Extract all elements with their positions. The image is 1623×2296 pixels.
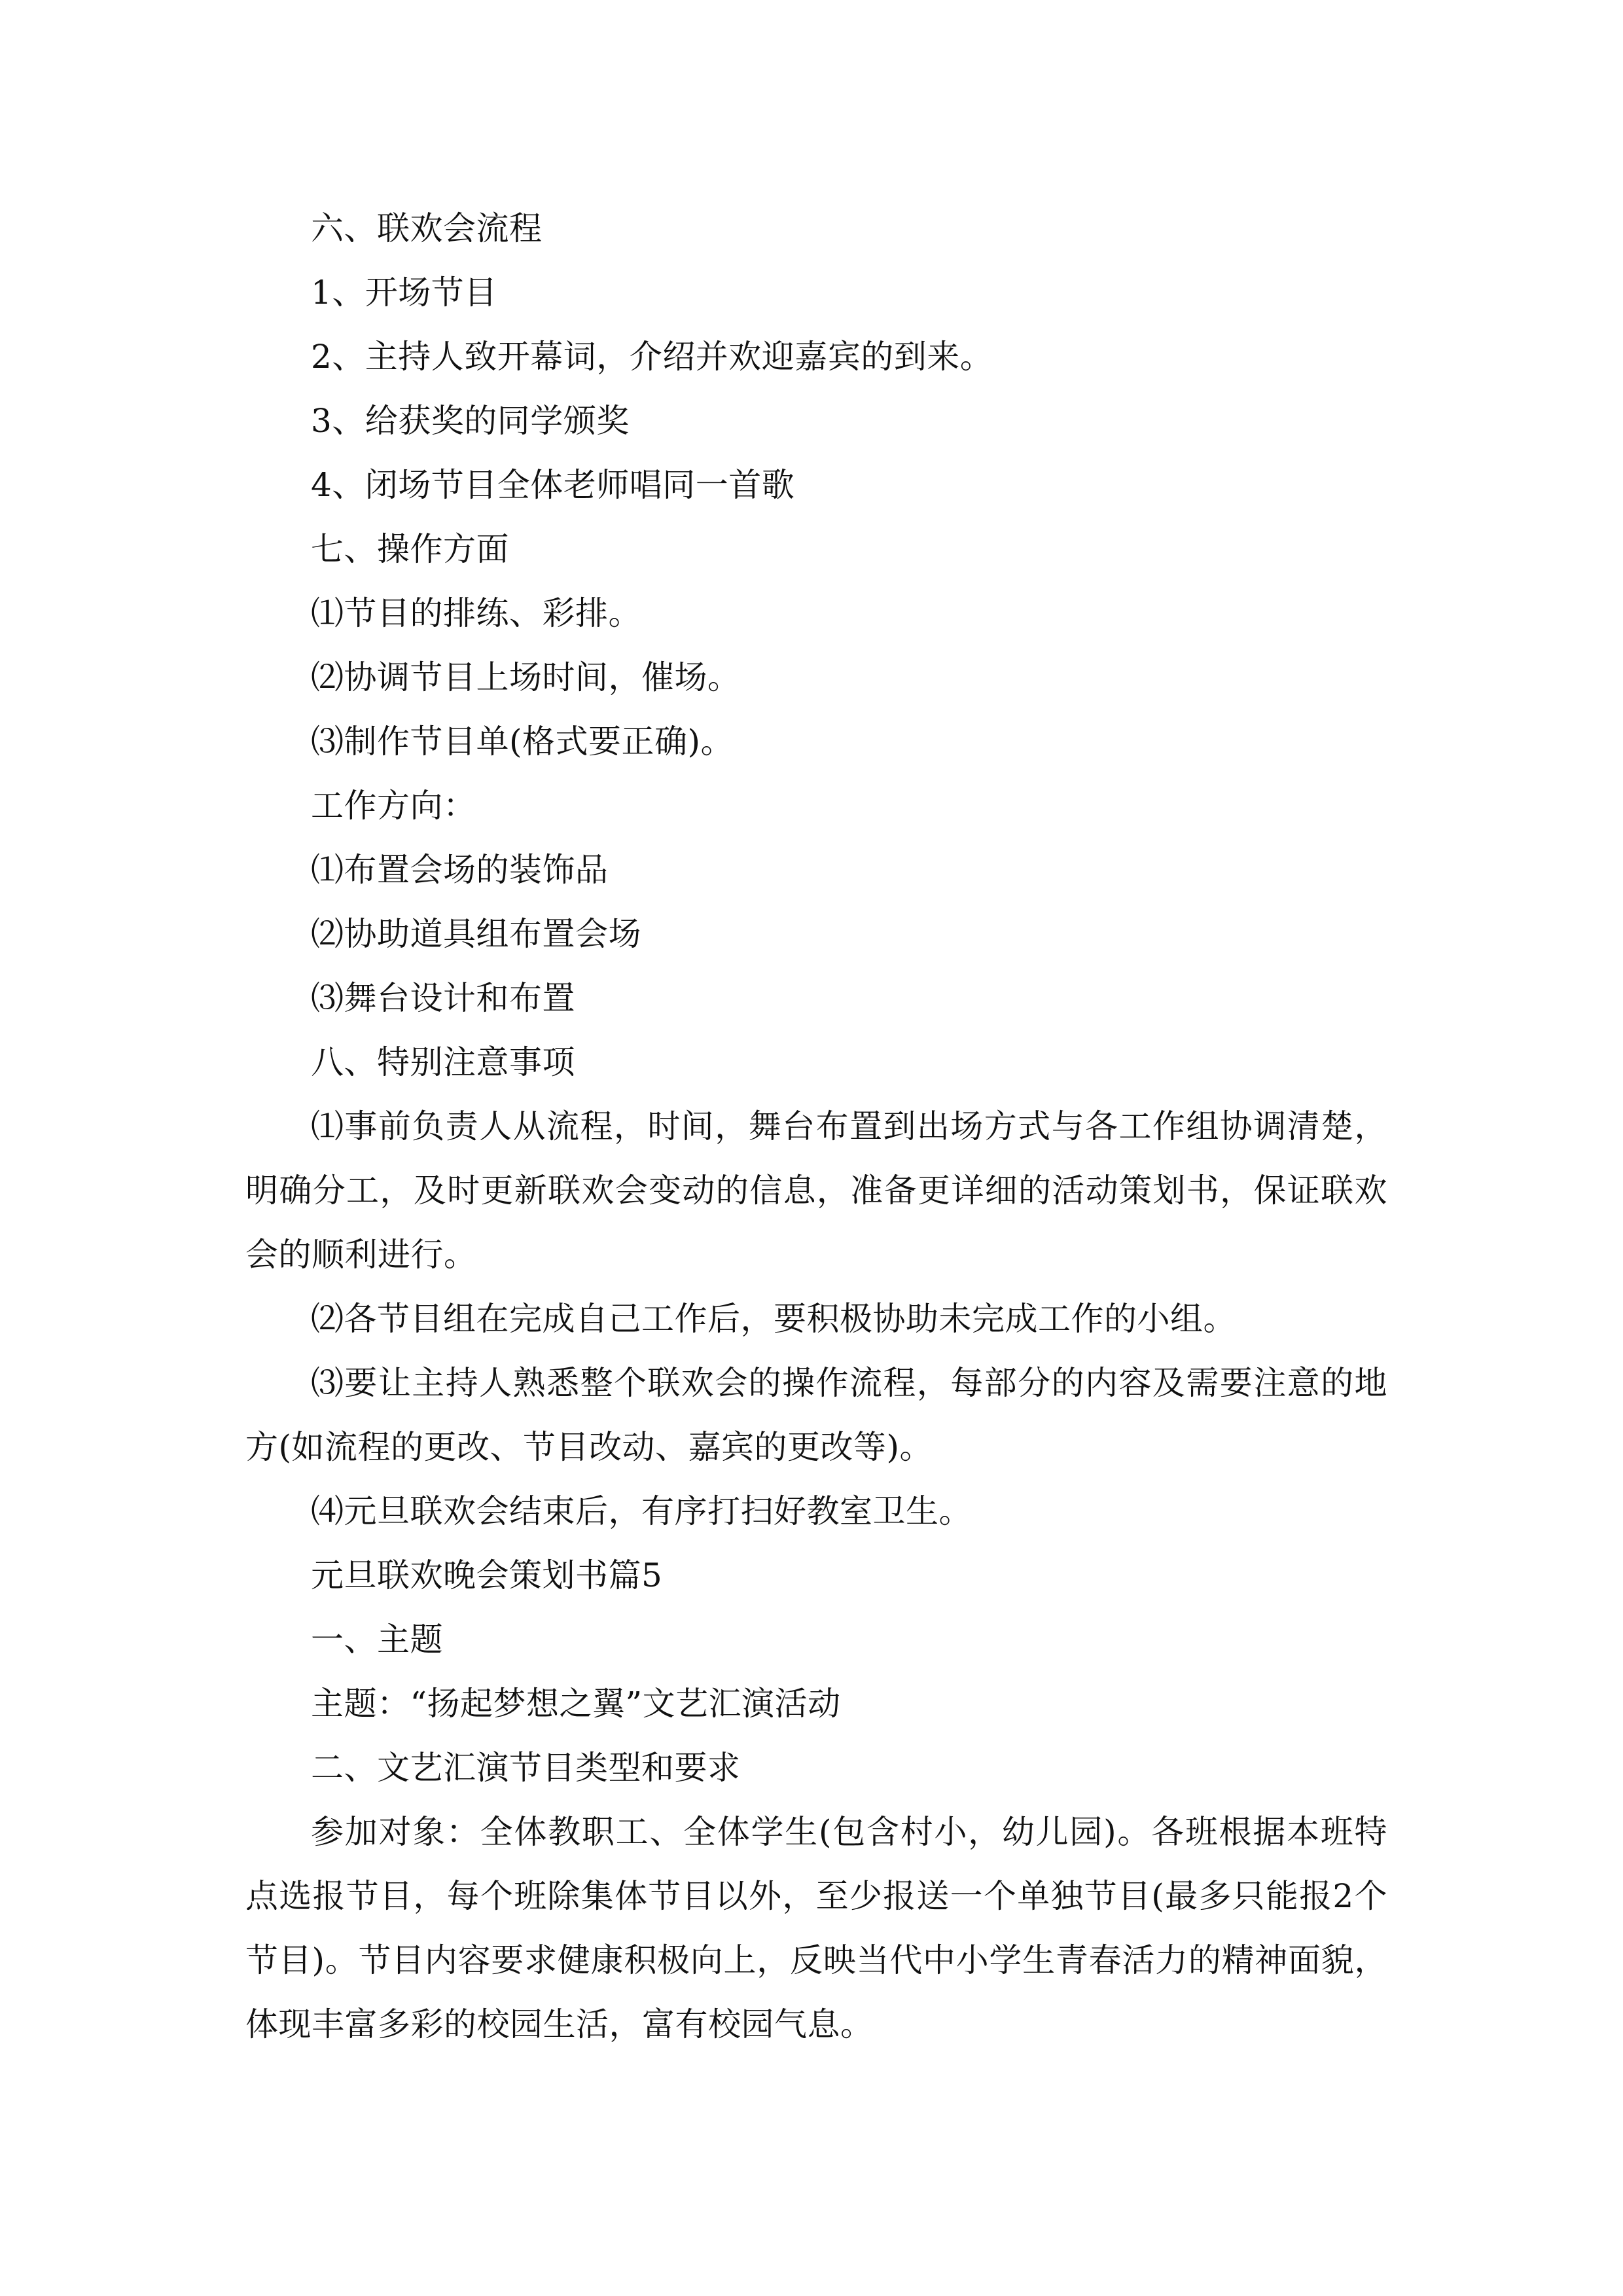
body-paragraph: 参加对象：全体教职工、全体学生(包含村小，幼儿园)。各班根据本班特点选报节目，每个班除集体节目以外，至少报送一个单独节目(最多只能报2个节目)。节目内容要求健康积极向上，反映当代中小学生青春活力的精神面貌，体现丰富多彩的校园生活，富有校园气息。 [245,1813,1387,2043]
body-paragraph: 主题：“扬起梦想之翼”文艺汇演活动 [311,1685,841,1723]
list-item: 1、开场节目 [311,274,497,312]
list-item: ⑵协助道具组布置会场 [311,915,641,953]
subheading-work-direction: 工作方向： [311,787,476,825]
body-paragraph: ⑶要让主持人熟悉整个联欢会的操作流程，每部分的内容及需要注意的地方(如流程的更改、节目改动、嘉宾的更改等)。 [245,1364,1387,1466]
body-paragraph: ⑷元旦联欢会结束后，有序打扫好教室卫生。 [311,1492,972,1530]
section-heading-notes: 八、特别注意事项 [311,1043,575,1081]
list-item: 4、闭场节目全体老师唱同一首歌 [311,466,795,504]
article-title: 元旦联欢晚会策划书篇5 [311,1556,663,1594]
document-body [245,196,1387,2056]
list-item: 3、给获奖的同学颁奖 [311,402,630,440]
section-heading-theme: 一、主题 [311,1621,443,1659]
list-item: ⑶制作节目单(格式要正确)。 [311,723,734,761]
list-item: ⑵协调节目上场时间，催场。 [311,658,741,696]
section-heading-flow: 六、联欢会流程 [311,209,543,247]
list-item: ⑴布置会场的装饰品 [311,851,609,889]
body-paragraph: ⑴事前负责人从流程，时间，舞台布置到出场方式与各工作组协调清楚，明确分工，及时更新联欢会变动的信息，准备更详细的活动策划书，保证联欢会的顺利进行。 [245,1107,1387,1274]
section-heading-operation: 七、操作方面 [311,530,509,568]
body-paragraph: ⑵各节目组在完成自己工作后，要积极协助未完成工作的小组。 [311,1300,1236,1338]
section-heading-program-types: 二、文艺汇演节目类型和要求 [311,1749,741,1787]
list-item: ⑶舞台设计和布置 [311,979,575,1017]
list-item: ⑴节目的排练、彩排。 [311,594,641,632]
list-item: 2、主持人致开幕词，介绍并欢迎嘉宾的到来。 [311,338,993,376]
